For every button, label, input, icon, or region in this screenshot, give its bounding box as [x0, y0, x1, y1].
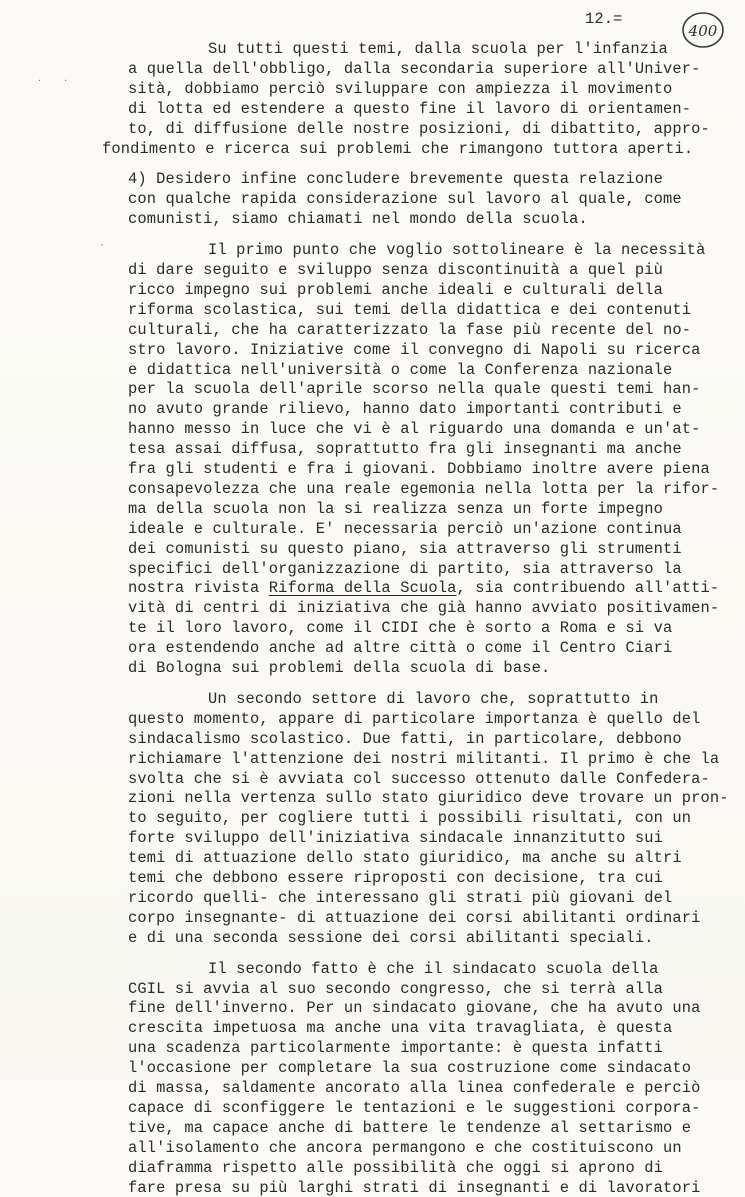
text-line: di lotta ed estendere a questo fine il lavoro di orientamen-	[128, 99, 692, 118]
text-line: ora estendendo anche ad altre città o come il Centro Ciari	[128, 639, 673, 658]
text-line: a quella dell'obbligo, dalla secondaria superiore all'Univer-	[128, 59, 701, 78]
text-line: Il secondo fatto è che il sindacato scuola della	[208, 959, 659, 978]
text-line: riforma scolastica, sui temi della didattica e dei contenuti	[128, 300, 692, 319]
text-line: per la scuola dell'aprile scorso nella quale questi temi han-	[128, 380, 701, 399]
text-line: diaframma rispetto alle possibilità che oggi si aprono di	[128, 1158, 663, 1177]
page-number: 12.=	[585, 10, 623, 28]
text-line-with-journal-title: nostra rivista Riforma della Scuola, sia contribuendo all'atti-	[128, 579, 720, 598]
text-line: consapevolezza che una reale egemonia nella lotta per la rifor-	[128, 479, 720, 498]
text-line: e di una seconda sessione dei corsi abilitanti speciali.	[128, 928, 654, 947]
text-line: svolta che si è avviata col successo ottenuto dalle Confedera-	[128, 769, 710, 788]
text-line: ideale e culturale. E' necessaria perciò un'azione continua	[128, 519, 682, 538]
text-line: dei comunisti su questo piano, sia attraverso gli strumenti	[128, 539, 682, 558]
text-line: ma della scuola non la si realizza senza un forte impegno	[128, 499, 663, 518]
text-line: di Bologna sui problemi della scuola di base.	[128, 659, 551, 677]
text-line: no avuto grande rilievo, hanno dato importanti contributi e	[128, 400, 682, 419]
text-line: fine dell'inverno. Per un sindacato giovane, che ha avuto una	[128, 999, 701, 1018]
text-line: forte sviluppo dell'iniziativa sindacale innanzitutto sui	[128, 829, 663, 848]
text-line: culturali, che ha caratterizzato la fase più recente del no-	[128, 320, 692, 339]
text-line: specifici dell'organizzazione di partito, sia attraverso la	[128, 559, 682, 578]
text-line: l'occasione per completare la sua costruzione come sindacato	[128, 1059, 692, 1078]
text-line: questo momento, appare di particolare importanza è quello del	[128, 709, 701, 728]
text-line: richiamare l'attenzione dei nostri militanti. Il primo è che la	[128, 749, 720, 768]
text-line: to, di diffusione delle nostre posizioni, di dibattito, appro-	[128, 119, 710, 138]
text-line: corpo insegnante- di attuazione dei corsi abilitanti ordinari	[128, 908, 701, 927]
text-line: fra gli studenti e fra i giovani. Dobbiamo inoltre avere piena	[128, 460, 710, 478]
text-line: to seguito, per cogliere tutti i possibili risultati, con un	[128, 809, 692, 828]
text-line: tesa assai diffusa, soprattutto fra gli insegnanti ma anche	[128, 440, 682, 459]
text-line: fare presa su più larghi strati di insegnanti e di lavoratori	[128, 1178, 701, 1197]
archive-number: 400	[688, 22, 718, 40]
text-line: sindacalismo scolastico. Due fatti, in particolare, debbono	[128, 729, 682, 748]
archive-number-stamp	[680, 10, 726, 50]
text-line: temi di attuazione dello stato giuridico, ma anche su altri	[128, 849, 682, 868]
text-line: comunisti, siamo chiamati nel mondo della scuola.	[128, 210, 588, 229]
text-line: Il primo punto che voglio sottolineare è la necessità	[208, 241, 706, 260]
margin-tick: ˋ	[100, 244, 105, 255]
text-line: stro lavoro. Iniziative come il convegno di Napoli su ricerca	[128, 340, 701, 359]
text-line: ricordo quelli- che interessano gli strati più giovani del	[128, 888, 673, 907]
text-line: te il loro lavoro, come il CIDI che è sorto a Roma e si va	[128, 619, 673, 638]
text-line: di massa, saldamente ancorato alla linea confederale e perciò	[128, 1079, 701, 1097]
margin-dot: ·	[38, 76, 42, 87]
text-line: temi che debbono essere riproposti con decisione, tra cui	[128, 869, 663, 887]
journal-title-underlined: Riforma della Scuola	[268, 579, 457, 598]
text-line: all'isolamento che ancora permangono e che costituiscono un	[128, 1138, 682, 1157]
text-line: hanno messo in luce che vi è al riguardo una domanda e un'at-	[128, 420, 701, 439]
text-line: con qualche rapida considerazione sul lavoro al quale, come	[128, 190, 682, 209]
text-line: zioni nella vertenza sullo stato giuridico deve trovare un pron-	[128, 789, 729, 808]
text-line: tive, ma capace anche di battere le tendenze al settarismo e	[128, 1118, 692, 1137]
text-line: Su tutti questi temi, dalla scuola per l'infanzia	[208, 40, 668, 58]
margin-dot: ·	[64, 76, 68, 87]
text-line: capace di sconfiggere le tentazioni e le suggestioni corpora-	[128, 1098, 701, 1117]
circled-number-handwritten	[680, 10, 726, 50]
text-line: di dare seguito e sviluppo senza discontinuità a quel più	[128, 261, 663, 279]
text-line: Un secondo settore di lavoro che, soprattutto in	[208, 689, 659, 708]
text-line: ricco impegno sui problemi anche ideali e culturali della	[128, 280, 663, 299]
text-line: 4) Desidero infine concludere brevemente questa relazione	[128, 170, 663, 189]
text-line: sità, dobbiamo perciò sviluppare con ampiezza il movimento	[128, 79, 673, 98]
text-line: fondimento e ricerca sui problemi che rimangono tuttora aperti.	[102, 139, 694, 158]
text-line: una scadenza particolarmente importante: è questa infatti	[128, 1039, 663, 1058]
text-line: vità di centri di iniziativa che già hanno avviato positivamen-	[128, 599, 720, 618]
text-line: e didattica nell'università o come la Conferenza nazionale	[128, 360, 673, 379]
text-line: CGIL si avvia al suo secondo congresso, che si terrà alla	[128, 979, 663, 998]
text-line: crescita impetuosa ma anche una vita travagliata, è questa	[128, 1019, 673, 1038]
